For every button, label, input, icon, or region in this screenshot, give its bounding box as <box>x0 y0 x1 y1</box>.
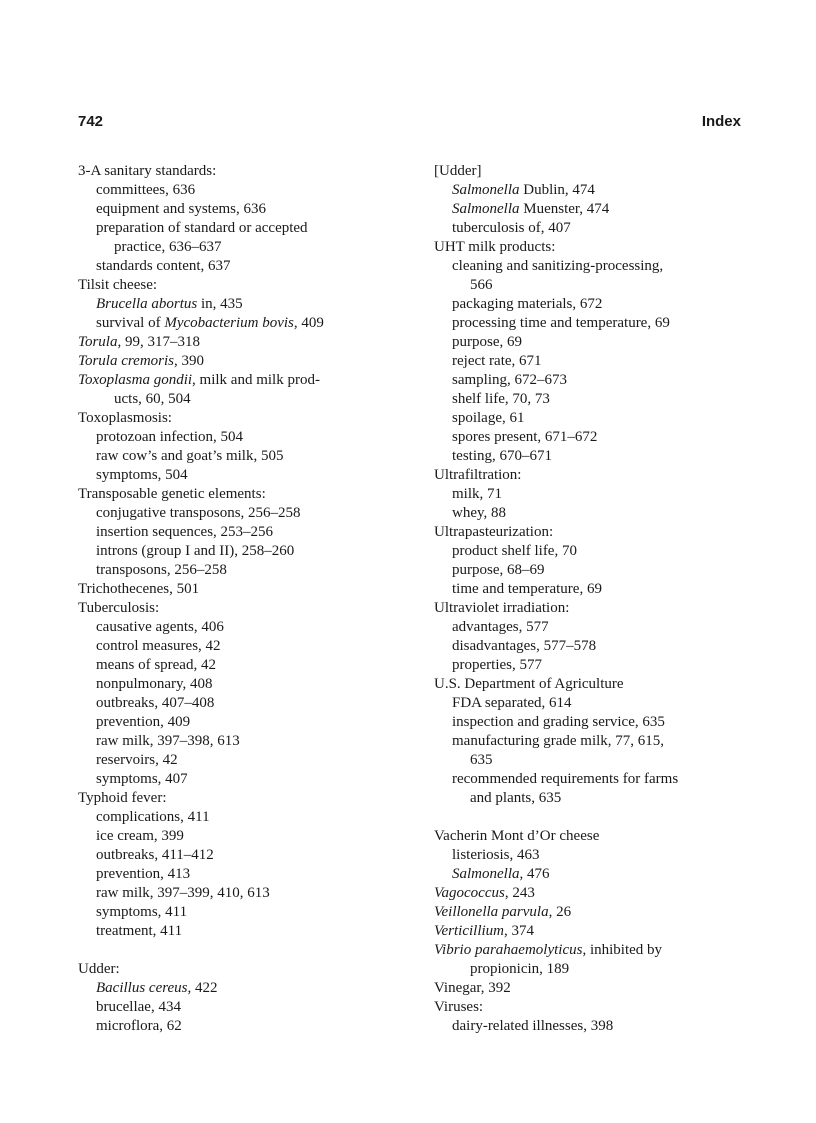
entry-text: listeriosis, 463 <box>452 847 540 863</box>
entry-text: preparation of standard or accepted <box>96 220 308 236</box>
index-subentry <box>78 846 378 865</box>
entry-text: complications, 411 <box>96 809 210 825</box>
index-continuation <box>434 751 744 770</box>
entry-text: , 422 <box>187 980 218 996</box>
entry-text: Ultrafiltration: <box>434 467 522 483</box>
italic-term: Salmonella <box>452 201 520 217</box>
index-entry <box>78 960 378 979</box>
italic-term: Brucella abortus <box>96 296 198 312</box>
index-subentry <box>78 257 378 276</box>
entry-text: outbreaks, 411–412 <box>96 847 214 863</box>
entry-text: standards content, 637 <box>96 258 231 274</box>
entry-text: milk, 71 <box>452 486 503 502</box>
index-subentry <box>434 542 744 561</box>
entry-text: in, 435 <box>197 296 243 312</box>
index-subentry <box>434 352 744 371</box>
index-subentry <box>434 447 744 466</box>
italic-term: Bacillus cereus <box>96 980 188 996</box>
index-subentry <box>78 998 378 1017</box>
index-subentry <box>434 865 744 884</box>
entry-text: , 390 <box>174 353 204 369</box>
index-subentry <box>434 656 744 675</box>
italic-term: Torula <box>78 334 118 350</box>
index-subentry <box>78 732 378 751</box>
entry-text: Tilsit cheese: <box>78 277 158 293</box>
entry-text: U.S. Department of Agriculture <box>434 676 624 692</box>
index-subentry <box>434 200 744 219</box>
index-subentry <box>78 865 378 884</box>
index-subentry <box>434 713 744 732</box>
index-subentry <box>78 751 378 770</box>
index-entry <box>434 523 744 542</box>
entry-text: spores present, 671–672 <box>452 429 598 445</box>
entry-text: causative agents, 406 <box>96 619 224 635</box>
entry-text: 566 <box>470 277 493 293</box>
index-subentry <box>434 409 744 428</box>
entry-text: Typhoid fever: <box>78 790 167 806</box>
entry-text: , milk and milk prod- <box>192 372 320 388</box>
index-subentry <box>78 713 378 732</box>
entry-text: testing, 670–671 <box>452 448 552 464</box>
index-subentry <box>434 580 744 599</box>
italic-term: Salmonella <box>452 866 520 882</box>
index-subentry <box>78 694 378 713</box>
entry-text: raw milk, 397–399, 410, 613 <box>96 885 270 901</box>
index-continuation <box>78 390 378 409</box>
index-entry <box>78 352 378 371</box>
entry-text: , 476 <box>519 866 550 882</box>
entry-text: reservoirs, 42 <box>96 752 178 768</box>
entry-text: tuberculosis of, 407 <box>452 220 571 236</box>
index-entry <box>78 371 378 390</box>
entry-text: ice cream, 399 <box>96 828 184 844</box>
index-subentry <box>434 181 744 200</box>
entry-text: Muenster, 474 <box>519 201 610 217</box>
index-subentry <box>78 770 378 789</box>
entry-text: , 26 <box>548 904 572 920</box>
running-head: Index <box>701 113 741 130</box>
index-subentry <box>78 504 378 523</box>
index-subentry <box>434 371 744 390</box>
index-entry <box>434 979 744 998</box>
entry-text: sampling, 672–673 <box>452 372 567 388</box>
entry-text: outbreaks, 407–408 <box>96 695 215 711</box>
entry-text: shelf life, 70, 73 <box>452 391 550 407</box>
entry-text: conjugative transposons, 256–258 <box>96 505 301 521</box>
entry-text: [Udder] <box>434 163 482 179</box>
index-subentry <box>78 181 378 200</box>
entry-text: Ultraviolet irradiation: <box>434 600 570 616</box>
entry-text: , 99, 317–318 <box>117 334 200 350</box>
entry-text: Toxoplasmosis: <box>78 410 172 426</box>
entry-text: means of spread, 42 <box>96 657 216 673</box>
entry-text: packaging materials, 672 <box>452 296 603 312</box>
entry-text: purpose, 68–69 <box>452 562 545 578</box>
index-subentry <box>78 1017 378 1036</box>
entry-text: insertion sequences, 253–256 <box>96 524 274 540</box>
index-subentry <box>434 694 744 713</box>
entry-text: practice, 636–637 <box>114 239 222 255</box>
index-subentry <box>434 219 744 238</box>
index-subentry <box>78 219 378 238</box>
entry-text: recommended requirements for farms <box>452 771 679 787</box>
spacer <box>78 941 378 960</box>
entry-text: Dublin, 474 <box>519 182 595 198</box>
italic-term: Veillonella parvula <box>434 904 549 920</box>
italic-term: Torula cremoris <box>78 353 174 369</box>
entry-text: nonpulmonary, 408 <box>96 676 213 692</box>
index-entry <box>78 485 378 504</box>
entry-text: processing time and temperature, 69 <box>452 315 670 331</box>
entry-text: protozoan infection, 504 <box>96 429 244 445</box>
index-subentry <box>78 903 378 922</box>
index-subentry <box>434 618 744 637</box>
index-subentry <box>434 846 744 865</box>
index-subentry <box>78 295 378 314</box>
index-subentry <box>78 656 378 675</box>
index-subentry <box>434 637 744 656</box>
entry-text: Tuberculosis: <box>78 600 160 616</box>
index-subentry <box>434 1017 744 1036</box>
index-entry <box>78 409 378 428</box>
index-entry <box>78 789 378 808</box>
index-entry <box>434 884 744 903</box>
index-entry <box>78 333 378 352</box>
index-entry <box>434 922 744 941</box>
index-continuation <box>434 960 744 979</box>
entry-text: treatment, 411 <box>96 923 183 939</box>
index-entry <box>434 827 744 846</box>
spacer <box>434 808 744 827</box>
index-subentry <box>78 542 378 561</box>
index-entry <box>434 998 744 1017</box>
index-subentry <box>434 428 744 447</box>
entry-text: raw cow’s and goat’s milk, 505 <box>96 448 284 464</box>
index-continuation <box>434 276 744 295</box>
entry-text: Ultrapasteurization: <box>434 524 554 540</box>
entry-text: survival of <box>96 315 165 331</box>
entry-text: , 374 <box>504 923 534 939</box>
index-subentry <box>78 200 378 219</box>
index-subentry <box>78 884 378 903</box>
index-continuation <box>78 238 378 257</box>
entry-text: symptoms, 504 <box>96 467 188 483</box>
index-entry <box>434 466 744 485</box>
index-subentry <box>78 675 378 694</box>
index-continuation <box>434 789 744 808</box>
italic-term: Mycobacterium bovis <box>164 315 294 331</box>
entry-text: and plants, 635 <box>470 790 562 806</box>
index-subentry <box>434 732 744 751</box>
index-subentry <box>78 808 378 827</box>
index-subentry <box>434 295 744 314</box>
index-subentry <box>434 257 744 276</box>
index-entry <box>78 276 378 295</box>
italic-term: Salmonella <box>452 182 520 198</box>
index-subentry <box>78 561 378 580</box>
entry-text: whey, 88 <box>452 505 507 521</box>
entry-text: 635 <box>470 752 493 768</box>
index-subentry <box>434 770 744 789</box>
index-subentry <box>434 390 744 409</box>
index-entry <box>78 599 378 618</box>
entry-text: prevention, 413 <box>96 866 191 882</box>
entry-text: microflora, 62 <box>96 1018 182 1034</box>
entry-text: advantages, 577 <box>452 619 549 635</box>
entry-text: , inhibited by <box>582 942 663 958</box>
index-entry <box>78 580 378 599</box>
entry-text: inspection and grading service, 635 <box>452 714 665 730</box>
index-subentry <box>434 561 744 580</box>
entry-text: Trichothecenes, 501 <box>78 581 200 597</box>
entry-text: time and temperature, 69 <box>452 581 602 597</box>
entry-text: propionicin, 189 <box>470 961 570 977</box>
index-subentry <box>434 504 744 523</box>
entry-text: reject rate, 671 <box>452 353 542 369</box>
entry-text: Transposable genetic elements: <box>78 486 266 502</box>
page-number: 742 <box>78 113 104 130</box>
index-entry <box>78 162 378 181</box>
italic-term: Verticillium <box>434 923 504 939</box>
index-subentry <box>78 637 378 656</box>
entry-text: , 409 <box>293 315 324 331</box>
entry-text: Viruses: <box>434 999 484 1015</box>
entry-text: transposons, 256–258 <box>96 562 227 578</box>
index-entry <box>434 903 744 922</box>
entry-text: properties, 577 <box>452 657 542 673</box>
index-subentry <box>434 333 744 352</box>
index-subentry <box>78 428 378 447</box>
italic-term: Vagococcus <box>434 885 505 901</box>
entry-text: product shelf life, 70 <box>452 543 577 559</box>
entry-text: committees, 636 <box>96 182 196 198</box>
entry-text: symptoms, 407 <box>96 771 188 787</box>
entry-text: purpose, 69 <box>452 334 522 350</box>
index-subentry <box>78 466 378 485</box>
index-subentry <box>78 827 378 846</box>
index-subentry <box>78 523 378 542</box>
entry-text: UHT milk products: <box>434 239 556 255</box>
entry-text: equipment and systems, 636 <box>96 201 266 217</box>
entry-text: ucts, 60, 504 <box>114 391 191 407</box>
entry-text: raw milk, 397–398, 613 <box>96 733 240 749</box>
index-entry <box>434 941 744 960</box>
entry-text: dairy-related illnesses, 398 <box>452 1018 614 1034</box>
index-entry <box>434 238 744 257</box>
index-subentry <box>78 314 378 333</box>
entry-text: Vacherin Mont d’Or cheese <box>434 828 600 844</box>
index-subentry <box>78 447 378 466</box>
index-subentry <box>78 922 378 941</box>
entry-text: control measures, 42 <box>96 638 221 654</box>
entry-text: prevention, 409 <box>96 714 191 730</box>
italic-term: Vibrio parahaemolyticus <box>434 942 583 958</box>
entry-text: cleaning and sanitizing-processing, <box>452 258 664 274</box>
entry-text: FDA separated, 614 <box>452 695 572 711</box>
index-column-left <box>78 162 378 1036</box>
index-subentry <box>434 314 744 333</box>
index-column-right <box>434 162 744 1036</box>
entry-text: disadvantages, 577–578 <box>452 638 597 654</box>
entry-text: , 243 <box>504 885 535 901</box>
entry-text: introns (group I and II), 258–260 <box>96 543 295 559</box>
entry-text: Udder: <box>78 961 120 977</box>
entry-text: 3-A sanitary standards: <box>78 163 217 179</box>
index-entry <box>434 599 744 618</box>
entry-text: brucellae, 434 <box>96 999 181 1015</box>
index-entry <box>434 675 744 694</box>
entry-text: Vinegar, 392 <box>434 980 511 996</box>
italic-term: Toxoplasma gondii <box>78 372 193 388</box>
index-entry <box>434 162 744 181</box>
index-subentry <box>78 618 378 637</box>
index-subentry <box>78 979 378 998</box>
entry-text: symptoms, 411 <box>96 904 188 920</box>
index-subentry <box>434 485 744 504</box>
entry-text: spoilage, 61 <box>452 410 525 426</box>
entry-text: manufacturing grade milk, 77, 615, <box>452 733 665 749</box>
